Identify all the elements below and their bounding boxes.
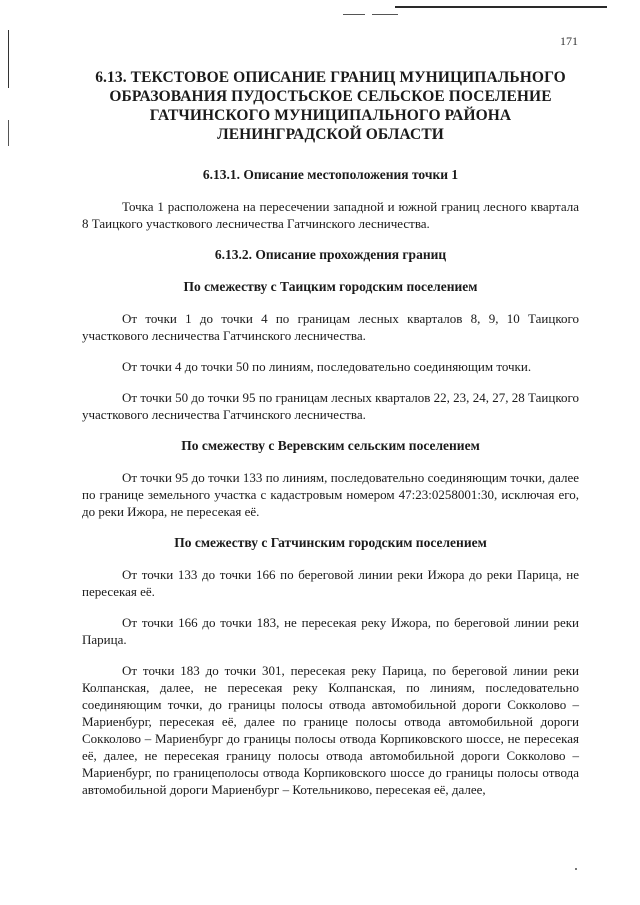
- scan-artifact-margin-line: [8, 30, 9, 88]
- paragraph: От точки 183 до точки 301, пересекая реку Парица, по береговой линии реки Колпанская, далее, не пересекая реку Колпанская, по линиям, последовательно соединяющим точки, до границы полосы отвода автомобильной дороги Сокколово – Мариенбург, пересекая её, далее по границе полосы отвода автомобильной дороги Сокколово – Мариенбург до границы полосы отвода Корпиковского шоссе, не пересекая её, далее, не пересекая границу полосы отвода автомобильной дороги Сокколово – Мариенбург, по границеполосы отвода Корпиковского шоссе до границы полосы отвода автомобильной дороги Мариенбург – Котельниково, пересекая её, далее,: [82, 663, 579, 797]
- subsection-heading: По смежеству с Веревским сельским поселением: [181, 438, 480, 453]
- paragraph: Точка 1 расположена на пересечении западной и южной границ лесного квартала 8 Таицкого участкового лесничества Гатчинского лесничества.: [82, 199, 579, 231]
- page-number: 171: [560, 34, 578, 48]
- title-line: ОБРАЗОВАНИЯ ПУДОСТЬСКОЕ СЕЛЬСКОЕ ПОСЕЛЕНИЕ: [109, 88, 552, 105]
- subsection-heading: По смежеству с Таицким городским поселением: [183, 279, 478, 294]
- title-line: ГАТЧИНСКОГО МУНИЦИПАЛЬНОГО РАЙОНА: [149, 107, 512, 124]
- scan-artifact-dot: [575, 868, 577, 870]
- scan-artifact-margin-line: [8, 120, 9, 146]
- paragraph: От точки 95 до точки 133 по линиям, последовательно соединяющим точки, далее по границе земельного участка с кадастровым номером 47:23:0258001:30, исключая его, до реки Ижора, не пересекая её.: [82, 470, 579, 519]
- paragraph: От точки 1 до точки 4 по границам лесных кварталов 8, 9, 10 Таицкого участкового лесничества Гатчинского лесничества.: [82, 311, 579, 343]
- section-heading: 6.13.1. Описание местоположения точки 1: [202, 167, 459, 182]
- paragraph: От точки 133 до точки 166 по береговой линии реки Ижора до реки Парица, не пересекая её.: [82, 567, 579, 599]
- subsection-heading: По смежеству с Гатчинским городским поселением: [174, 535, 487, 550]
- title-line: ЛЕНИНГРАДСКОЙ ОБЛАСТИ: [217, 126, 444, 143]
- document-body: [82, 68, 579, 810]
- scan-artifact-dash: [343, 14, 365, 15]
- scan-artifact-dash: [372, 14, 398, 15]
- scan-artifact-line: [395, 6, 607, 8]
- section-heading: 6.13.2. Описание прохождения границ: [214, 247, 447, 262]
- document-title: [82, 68, 579, 144]
- paragraph: От точки 4 до точки 50 по линиям, последовательно соединяющим точки.: [122, 359, 532, 374]
- paragraph: От точки 166 до точки 183, не пересекая реку Ижора, по береговой линии реки Парица.: [82, 615, 579, 647]
- title-line: 6.13. ТЕКСТОВОЕ ОПИСАНИЕ ГРАНИЦ МУНИЦИПАЛЬНОГО: [95, 69, 566, 86]
- paragraph: От точки 50 до точки 95 по границам лесных кварталов 22, 23, 24, 27, 28 Таицкого участкового лесничества Гатчинского лесничества.: [82, 390, 579, 422]
